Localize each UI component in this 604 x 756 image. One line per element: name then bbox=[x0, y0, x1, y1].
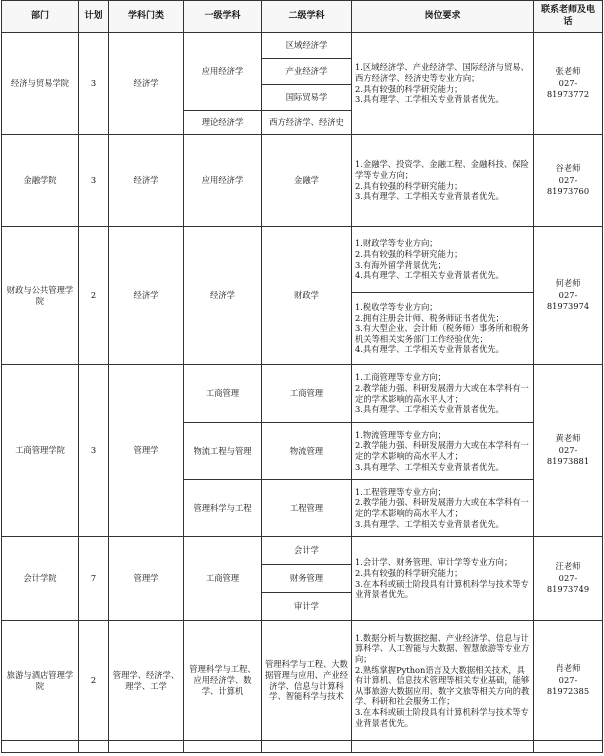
contact-name: 肖老师 bbox=[555, 663, 581, 674]
contact-area-code: 027- bbox=[558, 444, 578, 455]
dept-cell: 财政与公共管理学院 bbox=[2, 227, 79, 365]
category-cell: 管理学、经济学、理学、工学 bbox=[109, 621, 184, 741]
requirement-line: 2.具有较强的科学研究能力； bbox=[355, 180, 463, 191]
category-cell: 管理学 bbox=[109, 365, 184, 537]
header-dept: 部门 bbox=[2, 1, 79, 33]
requirement-line: 1.工商管理等专业方向； bbox=[355, 372, 446, 383]
recruitment-table bbox=[1, 0, 603, 753]
contact-phone: 81973749 bbox=[546, 584, 590, 595]
contact-name: 黄老师 bbox=[555, 433, 581, 444]
requirement-line: 3.具有理学、工学相关专业背景者优先。 bbox=[355, 94, 504, 105]
first-discipline-cell: 应用经济学 bbox=[184, 135, 262, 227]
table-row bbox=[2, 33, 603, 59]
first-discipline-cell: 管理科学与工程、应用经济学、数学、计算机 bbox=[184, 621, 262, 741]
contact-cell bbox=[534, 621, 603, 741]
requirement-line: 1.工程管理等专业方向； bbox=[355, 486, 446, 497]
first-discipline-cell: 管理科学与工程 bbox=[184, 480, 262, 537]
contact-area-code: 027- bbox=[558, 289, 578, 300]
requirement-line: 3.具有理学、工学相关专业背景者优先。 bbox=[355, 404, 504, 415]
second-discipline-cell: 区域经济学 bbox=[262, 33, 352, 59]
dept-cell: 会计学院 bbox=[2, 537, 79, 621]
requirements-cell bbox=[352, 537, 534, 621]
requirement-line: 3.有海外留学背景优先； bbox=[355, 259, 446, 270]
contact-area-code: 027- bbox=[558, 572, 578, 583]
second-discipline-cell: 金融学 bbox=[262, 135, 352, 227]
category-cell: 经济学 bbox=[109, 33, 184, 135]
second-discipline-cell: 管理科学与工程、大数据管理与应用、产业经济学、信息与计算科学、智能科学与技术 bbox=[262, 621, 352, 741]
requirement-line: 2.熟练掌握Python语言及大数据相关技术，具有计算机、信息技术管理等相关专业基础，能够从事旅游大数据应用、数字文旅等相关方向的教学、科研和社会服务工作； bbox=[355, 664, 530, 707]
table-row bbox=[2, 365, 603, 423]
plan-cell: 3 bbox=[79, 365, 109, 537]
contact-name: 汪老师 bbox=[555, 561, 581, 572]
requirement-line: 1.财政学等专业方向； bbox=[355, 238, 438, 249]
requirement-line: 2.教学能力强、科研发展潜力大或在本学科有一定的学术影响的高水平人才； bbox=[355, 440, 529, 461]
contact-cell bbox=[534, 365, 603, 537]
plan-cell: 2 bbox=[79, 227, 109, 365]
header-contact: 联系老师及电话 bbox=[534, 1, 603, 33]
dept-cell: 经济与贸易学院 bbox=[2, 33, 79, 135]
requirement-line: 4.具有理学、工学相关专业背景者优先。 bbox=[355, 344, 504, 355]
requirements-cell bbox=[352, 33, 534, 135]
contact-cell bbox=[534, 537, 603, 621]
header-first-discipline: 一级学科 bbox=[184, 1, 262, 33]
empty-cell bbox=[352, 741, 534, 753]
table-row bbox=[2, 227, 603, 293]
first-discipline-cell: 经济学 bbox=[184, 227, 262, 365]
contact-name: 张老师 bbox=[555, 66, 581, 77]
requirements-cell bbox=[352, 293, 534, 365]
header-category: 学科门类 bbox=[109, 1, 184, 33]
requirement-line: 2.教学能力强、科研发展潜力大或在本学科有一定的学术影响的高水平人才； bbox=[355, 382, 529, 404]
requirement-line: 2.具有较强的科学研究能力； bbox=[355, 83, 463, 94]
table-row-partial bbox=[2, 741, 603, 753]
header-second-discipline: 二级学科 bbox=[262, 1, 352, 33]
second-discipline-cell: 国际贸易学 bbox=[262, 85, 352, 111]
second-discipline-cell: 财政学 bbox=[262, 227, 352, 365]
requirement-line: 3.在本科或硕士阶段具有计算机科学与技术等专业背景者优先。 bbox=[355, 578, 529, 600]
first-discipline-cell: 物流工程与管理 bbox=[184, 423, 262, 480]
requirement-line: 3.具有理学、工学相关专业背景者优先。 bbox=[355, 518, 504, 529]
requirement-line: 3.有大型企业、会计师（税务师）事务所和税务机关等相关实务部门工作经验优先； bbox=[355, 323, 529, 344]
second-discipline-cell: 会计学 bbox=[262, 537, 352, 565]
requirement-line: 2.具有较强的科学研究能力； bbox=[355, 567, 463, 578]
second-discipline-cell: 物流管理 bbox=[262, 423, 352, 480]
first-discipline-cell: 工商管理 bbox=[184, 537, 262, 621]
header-requirements: 岗位要求 bbox=[352, 1, 534, 33]
second-discipline-cell: 财务管理 bbox=[262, 565, 352, 593]
requirement-line: 4.具有理学、工学相关专业背景者优先。 bbox=[355, 270, 504, 281]
contact-cell bbox=[534, 227, 603, 365]
second-discipline-cell: 产业经济学 bbox=[262, 59, 352, 85]
requirements-cell bbox=[352, 480, 534, 537]
contact-phone: 81973760 bbox=[546, 186, 590, 197]
plan-cell: 2 bbox=[79, 621, 109, 741]
requirement-line: 2.拥有注册会计师、税务师证书者优先； bbox=[355, 312, 504, 323]
table-row bbox=[2, 135, 603, 227]
dept-cell: 工商管理学院 bbox=[2, 365, 79, 537]
requirement-line: 1.会计学、财务管理、审计学等专业方向； bbox=[355, 557, 513, 568]
dept-cell: 金融学院 bbox=[2, 135, 79, 227]
requirements-cell bbox=[352, 621, 534, 741]
requirements-cell bbox=[352, 365, 534, 423]
second-discipline-cell: 西方经济学、经济史 bbox=[262, 111, 352, 135]
contact-name: 何老师 bbox=[555, 278, 581, 289]
requirements-cell bbox=[352, 423, 534, 480]
contact-area-code: 027- bbox=[558, 674, 578, 685]
table-row bbox=[2, 621, 603, 741]
second-discipline-cell: 审计学 bbox=[262, 593, 352, 621]
header-plan: 计划 bbox=[79, 1, 109, 33]
requirement-line: 1.税收学等专业方向； bbox=[355, 301, 438, 312]
contact-cell bbox=[534, 33, 603, 135]
empty-cell bbox=[79, 741, 109, 753]
contact-name: 谷老师 bbox=[555, 163, 581, 174]
requirements-cell bbox=[352, 227, 534, 293]
empty-cell bbox=[262, 741, 352, 753]
category-cell: 管理学 bbox=[109, 537, 184, 621]
table-row bbox=[2, 537, 603, 565]
requirement-line: 3.具有理学、工学相关专业背景者优先。 bbox=[355, 191, 504, 202]
contact-area-code: 027- bbox=[558, 77, 578, 88]
empty-cell bbox=[2, 741, 79, 753]
contact-phone: 81973772 bbox=[546, 89, 590, 100]
header-row bbox=[2, 1, 603, 33]
requirement-line: 2.具有较强的科学研究能力； bbox=[355, 248, 463, 259]
first-discipline-cell: 应用经济学 bbox=[184, 33, 262, 111]
requirement-line: 3.在本科或硕士阶段具有计算机科学与技术等专业背景者优先。 bbox=[355, 707, 529, 728]
plan-cell: 3 bbox=[79, 135, 109, 227]
plan-cell: 7 bbox=[79, 537, 109, 621]
requirement-line: 1.金融学、投资学、金融工程、金融科技、保险学等专业方向； bbox=[355, 159, 529, 180]
category-cell: 经济学 bbox=[109, 135, 184, 227]
requirement-line: 1.数据分析与数据挖掘、产业经济学、信息与计算科学、人工智能与大数据、智慧旅游等专业方向； bbox=[355, 632, 530, 664]
requirements-cell bbox=[352, 135, 534, 227]
second-discipline-cell: 工商管理 bbox=[262, 365, 352, 423]
first-discipline-cell: 工商管理 bbox=[184, 365, 262, 423]
contact-phone: 81973974 bbox=[546, 301, 590, 312]
contact-phone: 81973881 bbox=[546, 456, 590, 467]
requirement-line: 3.具有理学、工学相关专业背景者优先。 bbox=[355, 461, 504, 472]
plan-cell: 3 bbox=[79, 33, 109, 135]
category-cell: 经济学 bbox=[109, 227, 184, 365]
empty-cell bbox=[534, 741, 603, 753]
dept-cell: 旅游与酒店管理学院 bbox=[2, 621, 79, 741]
empty-cell bbox=[184, 741, 262, 753]
second-discipline-cell: 工程管理 bbox=[262, 480, 352, 537]
requirement-line: 1.区域经济学、产业经济学、国际经济与贸易、西方经济学、经济史等专业方向； bbox=[355, 62, 529, 83]
contact-phone: 81972385 bbox=[546, 686, 590, 697]
empty-cell bbox=[109, 741, 184, 753]
contact-cell bbox=[534, 135, 603, 227]
requirement-line: 1.物流管理等专业方向； bbox=[355, 429, 446, 440]
first-discipline-cell: 理论经济学 bbox=[184, 111, 262, 135]
contact-area-code: 027- bbox=[558, 174, 578, 185]
requirement-line: 2.教学能力强、科研发展潜力大或在本学科有一定的学术影响的高水平人才； bbox=[355, 497, 529, 518]
